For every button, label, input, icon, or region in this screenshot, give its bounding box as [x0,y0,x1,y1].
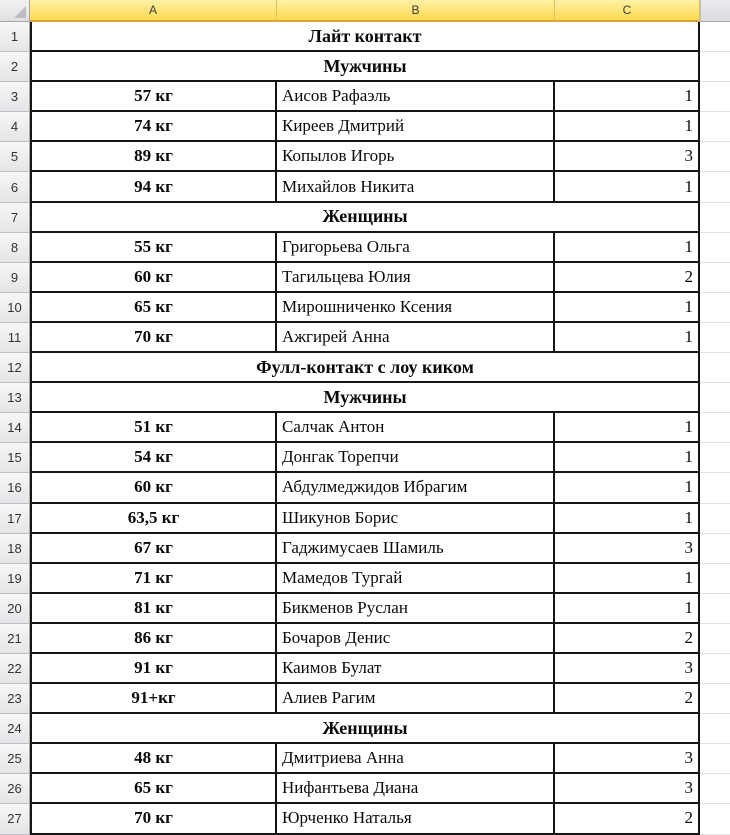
weight-cell[interactable]: 67 кг [30,534,277,564]
weight-cell[interactable]: 57 кг [30,82,277,112]
value-cell[interactable]: 3 [555,774,700,804]
empty-cell[interactable] [700,534,730,564]
weight-cell[interactable]: 63,5 кг [30,504,277,534]
name-cell[interactable]: Каимов Булат [277,654,555,684]
weight-cell[interactable]: 81 кг [30,594,277,624]
value-cell[interactable]: 1 [555,112,700,142]
name-cell[interactable]: Салчак Антон [277,413,555,443]
row-header[interactable]: 11 [0,323,30,353]
weight-cell[interactable]: 65 кг [30,293,277,323]
row-header[interactable]: 17 [0,504,30,534]
empty-cell[interactable] [700,594,730,624]
name-cell[interactable]: Дмитриева Анна [277,744,555,774]
value-cell[interactable]: 1 [555,233,700,263]
row-header[interactable]: 19 [0,564,30,594]
empty-cell[interactable] [700,172,730,202]
column-header-a[interactable]: A [30,0,277,22]
row-header[interactable]: 10 [0,293,30,323]
value-cell[interactable]: 1 [555,293,700,323]
name-cell[interactable]: Нифантьева Диана [277,774,555,804]
name-cell[interactable]: Донгак Торепчи [277,443,555,473]
empty-cell[interactable] [700,473,730,503]
row-header[interactable]: 6 [0,172,30,202]
value-cell[interactable]: 3 [555,654,700,684]
name-cell[interactable]: Михайлов Никита [277,172,555,202]
weight-cell[interactable]: 55 кг [30,233,277,263]
weight-cell[interactable]: 48 кг [30,744,277,774]
empty-cell[interactable] [700,684,730,714]
value-cell[interactable]: 3 [555,534,700,564]
row-header[interactable]: 5 [0,142,30,172]
weight-cell[interactable]: 60 кг [30,263,277,293]
name-cell[interactable]: Юрченко Наталья [277,804,555,834]
weight-cell[interactable]: 86 кг [30,624,277,654]
empty-cell[interactable] [700,52,730,82]
value-cell[interactable]: 1 [555,82,700,112]
weight-cell[interactable]: 94 кг [30,172,277,202]
name-cell[interactable]: Ажгирей Анна [277,323,555,353]
empty-cell[interactable] [700,82,730,112]
value-cell[interactable]: 1 [555,564,700,594]
weight-cell[interactable]: 51 кг [30,413,277,443]
name-cell[interactable]: Мирошниченко Ксения [277,293,555,323]
empty-cell[interactable] [700,142,730,172]
row-header[interactable]: 16 [0,473,30,503]
section-cell[interactable]: Фулл-контакт с лоу киком [30,353,700,383]
empty-cell[interactable] [700,654,730,684]
empty-cell[interactable] [700,714,730,744]
value-cell[interactable]: 3 [555,142,700,172]
name-cell[interactable]: Бикменов Руслан [277,594,555,624]
name-cell[interactable]: Алиев Рагим [277,684,555,714]
row-header[interactable]: 18 [0,534,30,564]
name-cell[interactable]: Киреев Дмитрий [277,112,555,142]
row-header[interactable]: 8 [0,233,30,263]
column-header-next[interactable] [700,0,730,22]
weight-cell[interactable]: 71 кг [30,564,277,594]
section-cell[interactable]: Мужчины [30,52,700,82]
row-header[interactable]: 1 [0,22,30,52]
value-cell[interactable]: 2 [555,263,700,293]
empty-cell[interactable] [700,413,730,443]
weight-cell[interactable]: 54 кг [30,443,277,473]
empty-cell[interactable] [700,383,730,413]
row-header[interactable]: 21 [0,624,30,654]
section-cell[interactable]: Мужчины [30,383,700,413]
empty-cell[interactable] [700,22,730,52]
name-cell[interactable]: Шикунов Борис [277,504,555,534]
row-header[interactable]: 25 [0,744,30,774]
column-header-c[interactable]: C [555,0,700,22]
weight-cell[interactable]: 89 кг [30,142,277,172]
value-cell[interactable]: 2 [555,804,700,834]
name-cell[interactable]: Аисов Рафаэль [277,82,555,112]
empty-cell[interactable] [700,112,730,142]
row-header[interactable]: 3 [0,82,30,112]
row-header[interactable]: 23 [0,684,30,714]
name-cell[interactable]: Бочаров Денис [277,624,555,654]
row-header[interactable]: 4 [0,112,30,142]
empty-cell[interactable] [700,293,730,323]
weight-cell[interactable]: 70 кг [30,804,277,834]
weight-cell[interactable]: 60 кг [30,473,277,503]
value-cell[interactable]: 1 [555,172,700,202]
weight-cell[interactable]: 74 кг [30,112,277,142]
value-cell[interactable]: 1 [555,594,700,624]
name-cell[interactable]: Абдулмеджидов Ибрагим [277,473,555,503]
empty-cell[interactable] [700,564,730,594]
empty-cell[interactable] [700,624,730,654]
name-cell[interactable]: Григорьева Ольга [277,233,555,263]
value-cell[interactable]: 1 [555,504,700,534]
row-header[interactable]: 7 [0,203,30,233]
row-header[interactable]: 13 [0,383,30,413]
value-cell[interactable]: 2 [555,624,700,654]
empty-cell[interactable] [700,504,730,534]
section-cell[interactable]: Лайт контакт [30,22,700,52]
row-header[interactable]: 20 [0,594,30,624]
name-cell[interactable]: Мамедов Тургай [277,564,555,594]
value-cell[interactable]: 2 [555,684,700,714]
weight-cell[interactable]: 91+кг [30,684,277,714]
value-cell[interactable]: 1 [555,413,700,443]
empty-cell[interactable] [700,744,730,774]
row-header[interactable]: 27 [0,804,30,834]
row-header[interactable]: 22 [0,654,30,684]
value-cell[interactable]: 1 [555,323,700,353]
name-cell[interactable]: Гаджимусаев Шамиль [277,534,555,564]
empty-cell[interactable] [700,353,730,383]
value-cell[interactable]: 1 [555,473,700,503]
empty-cell[interactable] [700,774,730,804]
row-header[interactable]: 2 [0,52,30,82]
row-header[interactable]: 12 [0,353,30,383]
empty-cell[interactable] [700,263,730,293]
weight-cell[interactable]: 65 кг [30,774,277,804]
row-header[interactable]: 9 [0,263,30,293]
empty-cell[interactable] [700,804,730,834]
column-header-b[interactable]: B [277,0,555,22]
value-cell[interactable]: 3 [555,744,700,774]
row-header[interactable]: 14 [0,413,30,443]
select-all-triangle-icon [14,6,26,18]
row-header[interactable]: 15 [0,443,30,473]
empty-cell[interactable] [700,203,730,233]
row-header[interactable]: 26 [0,774,30,804]
name-cell[interactable]: Тагильцева Юлия [277,263,555,293]
section-cell[interactable]: Женщины [30,203,700,233]
row-header[interactable]: 24 [0,714,30,744]
weight-cell[interactable]: 91 кг [30,654,277,684]
empty-cell[interactable] [700,443,730,473]
weight-cell[interactable]: 70 кг [30,323,277,353]
value-cell[interactable]: 1 [555,443,700,473]
empty-cell[interactable] [700,323,730,353]
section-cell[interactable]: Женщины [30,714,700,744]
name-cell[interactable]: Копылов Игорь [277,142,555,172]
select-all-corner[interactable] [0,0,30,22]
empty-cell[interactable] [700,233,730,263]
